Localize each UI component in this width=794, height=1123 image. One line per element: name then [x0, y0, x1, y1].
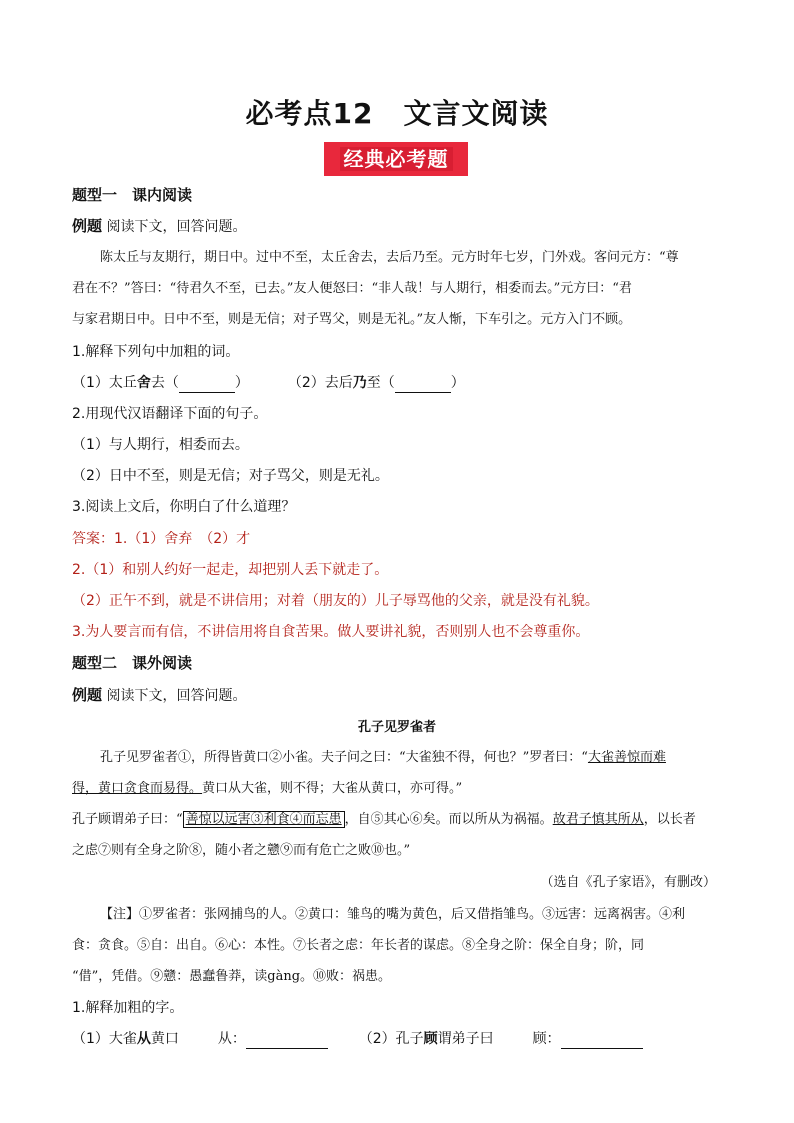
question-3: 3.阅读上文后，你明白了什么道理？ [72, 499, 296, 515]
passage-line: 陈太丘与友期行，期日中。过中不至，太丘舍去，去后乃至。元方时年七岁，门外戏。客问元方：“尊 [100, 250, 679, 265]
answer-line: 2.（1）和别人约好一起走，却把别人丢下就走了。 [72, 562, 389, 578]
answer-line: （2）正午不到，就是不讲信用；对着（朋友的）儿子辱骂他的父亲，就是没有礼貌。 [72, 593, 599, 609]
passage-line: 之虑⑦则有全身之阶⑧，随小者之戆⑨而有危亡之败⑩也。” [72, 843, 411, 858]
question-2: 2.用现代汉语翻译下面的句子。 [72, 406, 268, 422]
question-1: 1.解释下列句中加粗的词。 [72, 344, 240, 360]
boxed-sentence: 善惊以远害③利食④而忘患 [183, 811, 345, 828]
question-1: 1.解释加粗的字。 [72, 1000, 184, 1016]
answer-blank[interactable] [561, 1032, 643, 1049]
answer-line: 答案：1.（1）舍弃 （2）才 [72, 531, 251, 547]
answer-blank[interactable] [395, 376, 451, 393]
passage-line: 孔子顾谓弟子曰：“ 善惊以远害③利食④而忘患 ，自⑤其心⑥矣。而以所从为祸福。故君子慎其所从，以长者 [72, 812, 696, 827]
question-1-items: （1）大雀从黄口 从： （2）孔子顾谓弟子曰 顾： [72, 1029, 643, 1049]
page-title [0, 92, 794, 132]
answer-blank[interactable] [179, 376, 235, 393]
title-sub: 文言文阅读 [403, 97, 549, 130]
passage-line: 与家君期日中。日中不至，则是无信；对子骂父，则是无礼。”友人惭，下车引之。元方入门不顾。 [72, 312, 632, 327]
notes-line: 【注】①罗雀者：张网捕鸟的人。②黄口：雏鸟的嘴为黄色，后又借指雏鸟。③远害：远离祸害。④利 [100, 907, 686, 922]
passage-line: 得，黄口贪食而易得。黄口从大雀，则不得；大雀从黄口，亦可得。” [72, 781, 463, 796]
answer-blank[interactable] [246, 1032, 328, 1049]
classic-badge: 经典必考题 [324, 142, 468, 176]
notes-line: “借”，凭借。⑨戆：愚蠢鲁莽，读gàng。⑩败：祸患。 [72, 969, 392, 984]
section1-heading: 题型一 课内阅读 [72, 186, 193, 204]
question-1-items: （1）太丘舍去（ ） （2）去后乃至（ ） [72, 375, 465, 391]
section2-heading: 题型二 课外阅读 [72, 654, 193, 672]
passage-line: 孔子见罗雀者①，所得皆黄口②小雀。夫子问之曰：“大雀独不得，何也？”罗者曰：“大雀善惊而难 [100, 750, 666, 765]
question-2b: （2）日中不至，则是无信；对子骂父，则是无礼。 [72, 468, 389, 484]
source-note: （选自《孔子家语》，有删改） [540, 875, 716, 890]
section2-example: 例题 阅读下文，回答问题。 [72, 686, 247, 704]
title-main: 必考点12 [245, 97, 374, 130]
passage-title: 孔子见罗雀者 [357, 720, 436, 735]
notes-line: 食：贪食。⑤自：出自。⑥心：本性。⑦长者之虑：年长者的谋虑。⑧全身之阶：保全自身；阶，同 [72, 938, 645, 953]
question-2a: （1）与人期行，相委而去。 [72, 437, 249, 453]
section1-example: 例题 阅读下文，回答问题。 [72, 217, 247, 235]
passage-line: 君在不？”答曰：“待君久不至，已去。”友人便怒曰：“非人哉！与人期行，相委而去。”元方曰：“君 [72, 281, 632, 296]
answer-line: 3.为人要言而有信，不讲信用将自食苦果。做人要讲礼貌，否则别人也不会尊重你。 [72, 624, 590, 640]
